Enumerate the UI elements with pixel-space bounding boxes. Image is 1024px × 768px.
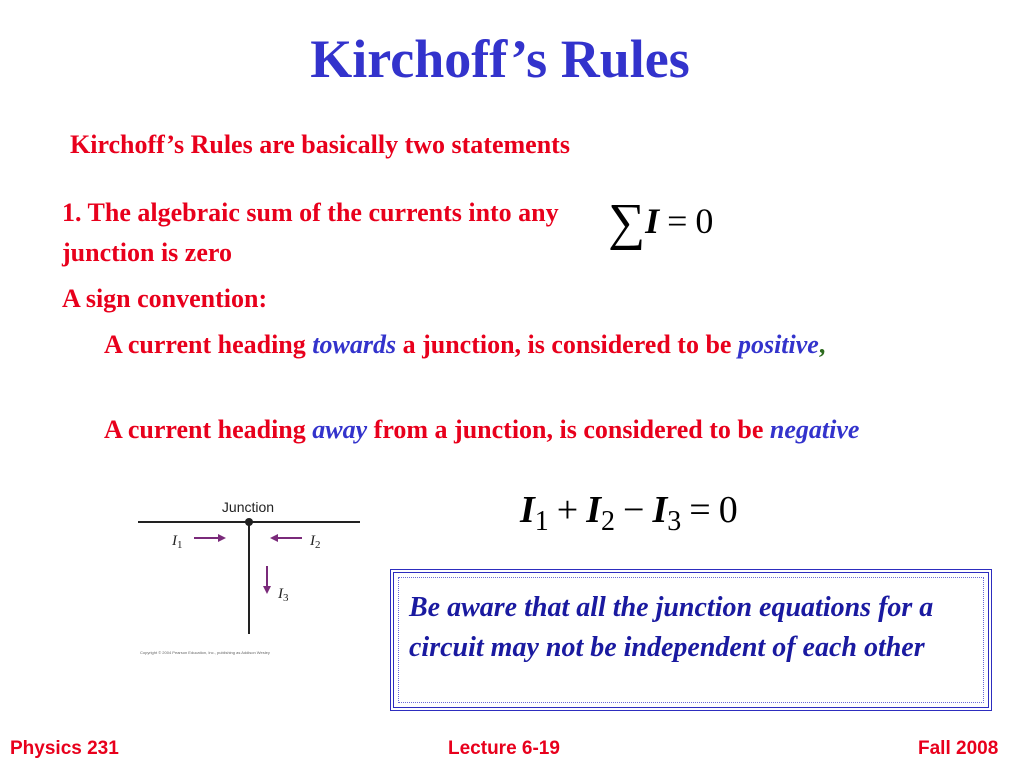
copyright-text: Copyright © 2004 Pearson Education, Inc., publishing as Addison Wesley	[140, 650, 270, 655]
away-post: from a junction, is considered to be	[367, 415, 770, 444]
junction-equation-example	[520, 488, 738, 538]
equals-operator-2: =	[689, 489, 711, 531]
plus-operator: +	[556, 489, 579, 531]
footer-lecture: Lecture 6-19	[448, 738, 560, 759]
i2-label: $I_2$	[310, 533, 321, 551]
convention-towards	[104, 325, 934, 365]
towards-punct: ,	[818, 330, 826, 359]
towards-emphasis: towards	[312, 330, 397, 359]
slide-subtitle: Kirchoff’s Rules are basically two statements	[70, 130, 570, 159]
rule-1-text: 1. The algebraic sum of the currents into any junction is zero	[62, 198, 559, 267]
positive-emphasis: positive	[737, 330, 819, 359]
independence-note-box	[390, 569, 992, 711]
sum-symbol: ∑	[608, 194, 646, 251]
term-i2: $I_2$	[586, 489, 616, 537]
i1-label: $I_1$	[172, 533, 183, 551]
towards-post: a junction, is considered to be	[396, 330, 738, 359]
equation-2-rhs: 0	[718, 489, 738, 531]
current-variable: I	[645, 201, 660, 241]
term-i1: $I_1$	[520, 489, 549, 537]
negative-emphasis: negative	[769, 415, 860, 444]
term-i3: $I_3$	[652, 489, 682, 537]
junction-label: Junction	[221, 499, 275, 515]
arrow-right-icon	[194, 534, 226, 542]
equals-operator: =	[667, 201, 688, 241]
towards-pre: A current heading	[104, 330, 313, 359]
convention-away	[104, 410, 934, 450]
footer-course: Physics 231	[10, 738, 119, 759]
junction-sum-equation	[608, 193, 713, 252]
slide-title: Kirchoff’s Rules	[310, 29, 690, 89]
arrow-left-icon	[270, 534, 302, 542]
away-pre: A current heading	[104, 415, 313, 444]
note-text: Be aware that all the junction equations for a circuit may not be independent of each other	[398, 577, 984, 703]
i3-label: $I_3$	[278, 586, 289, 604]
away-emphasis: away	[312, 415, 368, 444]
junction-diagram	[130, 490, 370, 660]
minus-operator: −	[623, 489, 645, 531]
sign-convention-heading: A sign convention:	[62, 284, 268, 313]
junction-node	[245, 518, 253, 526]
footer-term: Fall 2008	[918, 738, 999, 759]
arrow-down-icon	[263, 566, 271, 594]
equation-rhs: 0	[695, 201, 714, 241]
